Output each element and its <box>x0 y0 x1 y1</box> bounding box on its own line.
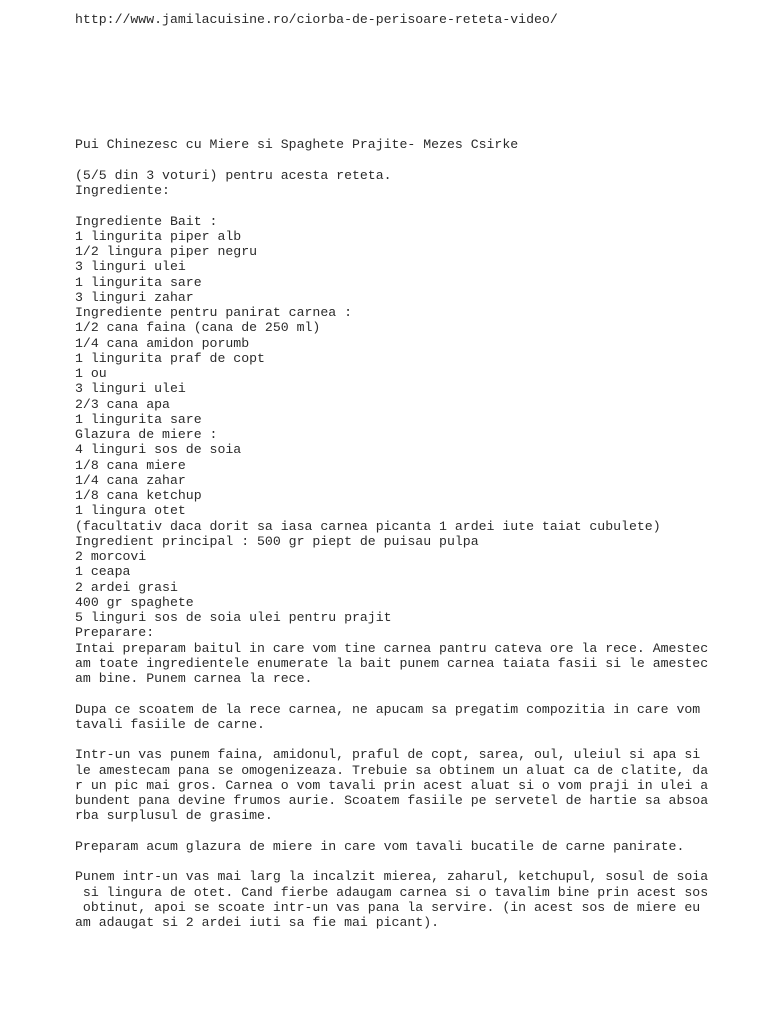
spacer <box>75 824 755 839</box>
preparation-heading: Preparare: <box>75 625 155 641</box>
ingredient-line: Ingrediente Bait : <box>75 213 218 229</box>
preparation-paragraph <box>75 702 755 733</box>
ingredients-heading: Ingrediente: <box>75 183 170 198</box>
ingredient-line: 1/4 cana amidon porumb <box>75 335 250 351</box>
ingredient-line: 2 morcovi <box>75 549 147 564</box>
spacer <box>75 732 755 747</box>
ingredient-line: 1/2 cana faina (cana de 250 ml) <box>75 320 321 336</box>
paragraph-line: am toate ingredientele enumerate la bait punem carnea taiata fasii si le amestec <box>75 655 709 671</box>
ingredient-line: 2 ardei grasi <box>75 579 178 595</box>
spacer <box>75 854 755 869</box>
preparation-paragraph <box>75 869 755 930</box>
paragraph-line: si lingura de otet. Cand fierbe adaugam carnea si o tavalim bine prin acest sos <box>75 884 709 900</box>
ingredient-line: 1/8 cana miere <box>75 457 186 473</box>
paragraph-line: Intr-un vas punem faina, amidonul, praful de copt, sarea, oul, uleiul si apa si <box>75 747 701 763</box>
ingredient-line: 2/3 cana apa <box>75 396 170 412</box>
ingredient-line: Ingrediente pentru panirat carnea : <box>75 305 352 320</box>
ingredient-line: 1 lingurita piper alb <box>75 228 242 244</box>
paragraph-line: obtinut, apoi se scoate intr-un vas pana la servire. (in acest sos de miere eu <box>75 899 701 915</box>
ingredient-line: 3 linguri ulei <box>75 381 186 397</box>
ingredient-line: 5 linguri sos de soia ulei pentru prajit <box>75 610 392 625</box>
rating-text: (5/5 din 3 voturi) pentru acesta reteta. <box>75 167 392 183</box>
ingredient-line: 1 ou <box>75 366 107 381</box>
ingredient-line: 3 linguri zahar <box>75 289 194 305</box>
paragraph-line: r un pic mai gros. Carnea o vom tavali prin acest aluat si o vom praji in ulei a <box>75 777 709 793</box>
ingredient-line: Glazura de miere : <box>75 427 218 442</box>
preparation-paragraph <box>75 747 755 823</box>
ingredient-line: 1 lingurita sare <box>75 411 202 427</box>
ingredient-line: 400 gr spaghete <box>75 594 194 610</box>
paragraph-line: tavali fasiile de carne. <box>75 716 265 732</box>
ingredient-line: 1 lingura otet <box>75 503 186 519</box>
paragraph-line: Preparam acum glazura de miere in care vom tavali bucatile de carne panirate. <box>75 838 685 854</box>
ingredient-line: 3 linguri ulei <box>75 259 186 275</box>
document-page <box>75 12 755 930</box>
paragraph-line: rba surplusul de grasime. <box>75 808 273 824</box>
ingredient-line: 1 lingurita sare <box>75 274 202 290</box>
recipe-title: Pui Chinezesc cu Miere si Spaghete Prajite- Mezes Csirke <box>75 137 519 153</box>
paragraph-line: Intai preparam baitul in care vom tine carnea pantru cateva ore la rece. Amestec <box>75 640 709 656</box>
ingredient-line: 1 lingurita praf de copt <box>75 350 265 366</box>
ingredient-line: 1 ceapa <box>75 564 131 580</box>
paragraph-line: le amestecam pana se omogenizeaza. Trebuie sa obtinem un aluat ca de clatite, da <box>75 762 709 778</box>
paragraph-line: Punem intr-un vas mai larg la incalzit mierea, zaharul, ketchupul, sosul de soia <box>75 869 709 885</box>
spacer <box>75 198 755 213</box>
ingredient-line: (facultativ daca dorit sa iasa carnea picanta 1 ardei iute taiat cubulete) <box>75 518 661 534</box>
ingredient-line: 1/4 cana zahar <box>75 472 186 488</box>
source-url: http://www.jamilacuisine.ro/ciorba-de-perisoare-reteta-video/ <box>75 12 558 27</box>
preparation-paragraph <box>75 641 755 687</box>
ingredient-line: Ingredient principal : 500 gr piept de puisau pulpa <box>75 533 479 549</box>
ingredient-list <box>75 214 755 641</box>
ingredient-line: 4 linguri sos de soia <box>75 442 242 458</box>
ingredient-line: 1/8 cana ketchup <box>75 488 202 503</box>
paragraph-line: bundent pana devine frumos aurie. Scoatem fasiile pe servetel de hartie sa absoa <box>75 793 709 808</box>
spacer <box>75 686 755 701</box>
paragraph-line: am bine. Punem carnea la rece. <box>75 671 313 686</box>
spacer <box>75 153 755 168</box>
preparation-paragraph <box>75 839 755 854</box>
paragraph-line: am adaugat si 2 ardei iuti sa fie mai picant). <box>75 915 440 930</box>
paragraph-line: Dupa ce scoatem de la rece carnea, ne apucam sa pregatim compozitia in care vom <box>75 701 701 717</box>
ingredient-line: 1/2 lingura piper negru <box>75 244 258 259</box>
